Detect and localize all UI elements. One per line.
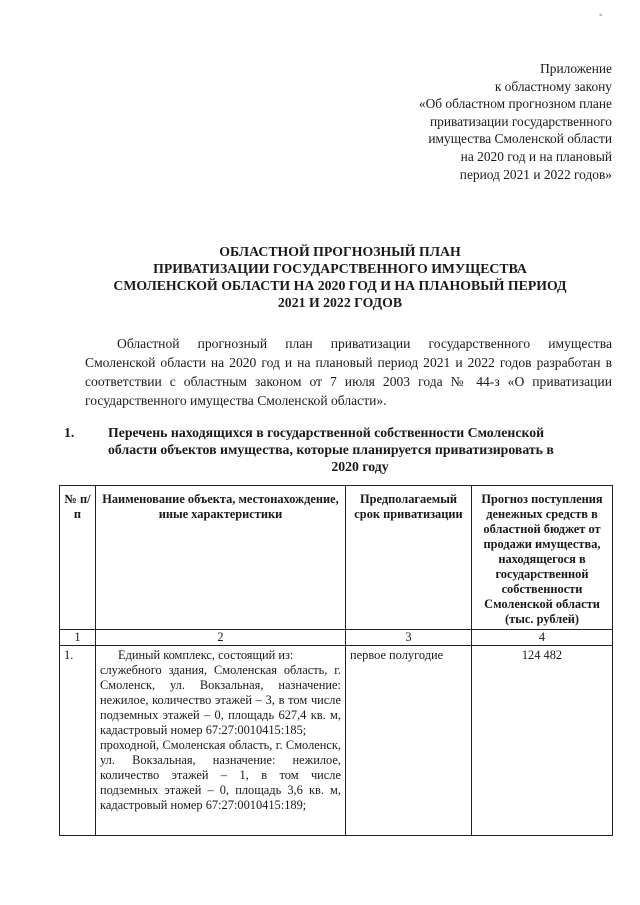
row-number: 1. (60, 646, 96, 836)
appendix-line: Приложение (540, 61, 612, 76)
column-number: 4 (472, 630, 613, 646)
appendix-line: на 2020 год и на плановый (460, 148, 612, 164)
row-description (96, 646, 346, 836)
header-number: № п/п (60, 486, 96, 630)
row-term: первое полугодие (346, 646, 472, 836)
column-number: 2 (96, 630, 346, 646)
section-line-2: области объектов имущества, которые планируется приватизировать в (108, 442, 554, 457)
table-header-row (60, 486, 613, 630)
title-line: СМОЛЕНСКОЙ ОБЛАСТИ НА 2020 ГОД И НА ПЛАНОВЫЙ ПЕРИОД (113, 278, 567, 293)
description-line: проходной, Смоленская область, г. Смоленск, ул. Вокзальная, назначение: нежилое, количество этажей – 1, в том числе подземных этажей – 0, площадь 3,6 кв. м, кадастровый номер 67:27:0010415:189; (100, 738, 341, 812)
appendix-line: период 2021 и 2022 годов» (459, 166, 612, 182)
section-number: 1. (64, 425, 75, 440)
section-line-3: 2020 году (331, 459, 389, 474)
appendix-line: имущества Смоленской области (428, 131, 612, 147)
header-name: Наименование объекта, местонахождение, иные характеристики (96, 486, 346, 630)
intro-paragraph (85, 334, 612, 410)
privatization-table (59, 485, 613, 836)
description-line: служебного здания, Смоленская область, г. Смоленск, ул. Вокзальная, назначение: нежилое, количество этажей – 3, в том числе подземных этажей – 0, площадь 627,4 кв. м, кадастровый номер 67:27:0010415:185; (100, 663, 341, 737)
intro-text: Областной прогнозный план приватизации государственного имущества Смоленской области на 2020 год и на плановый период 2021 и 2022 годов разработан в соответствии с областным законом от 7 июля 2003 года № 44-з «О приватизации государственного имущества Смоленской области». (85, 336, 612, 408)
section-heading (64, 424, 612, 475)
row-amount: 124 482 (472, 646, 613, 836)
document-title (40, 243, 640, 311)
header-forecast: Прогноз поступления денежных средств в областной бюджет от продажи имущества, находящегося в государственной собственности Смоленской области (тыс. рублей) (472, 486, 613, 630)
title-line: ПРИВАТИЗАЦИИ ГОСУДАРСТВЕННОГО ИМУЩЕСТВА (153, 261, 527, 276)
appendix-line: «Об областном прогнозном плане (418, 96, 612, 112)
column-number: 1 (60, 630, 96, 646)
column-number: 3 (346, 630, 472, 646)
column-number-row (60, 630, 613, 646)
appendix-line: к областному закону (494, 78, 612, 94)
title-line: 2021 И 2022 ГОДОВ (277, 295, 403, 310)
header-term: Предполагаемый срок приватизации (346, 486, 472, 630)
title-line: ОБЛАСТНОЙ ПРОГНОЗНЫЙ ПЛАН (219, 244, 461, 259)
corner-mark: ◦ (599, 10, 603, 21)
table-row (60, 646, 613, 836)
description-line: Единый комплекс, состоящий из: (118, 648, 294, 662)
appendix-line: приватизации государственного (430, 113, 612, 129)
section-line-1: Перечень находящихся в государственной собственности Смоленской (108, 425, 545, 440)
appendix-note (372, 60, 612, 183)
